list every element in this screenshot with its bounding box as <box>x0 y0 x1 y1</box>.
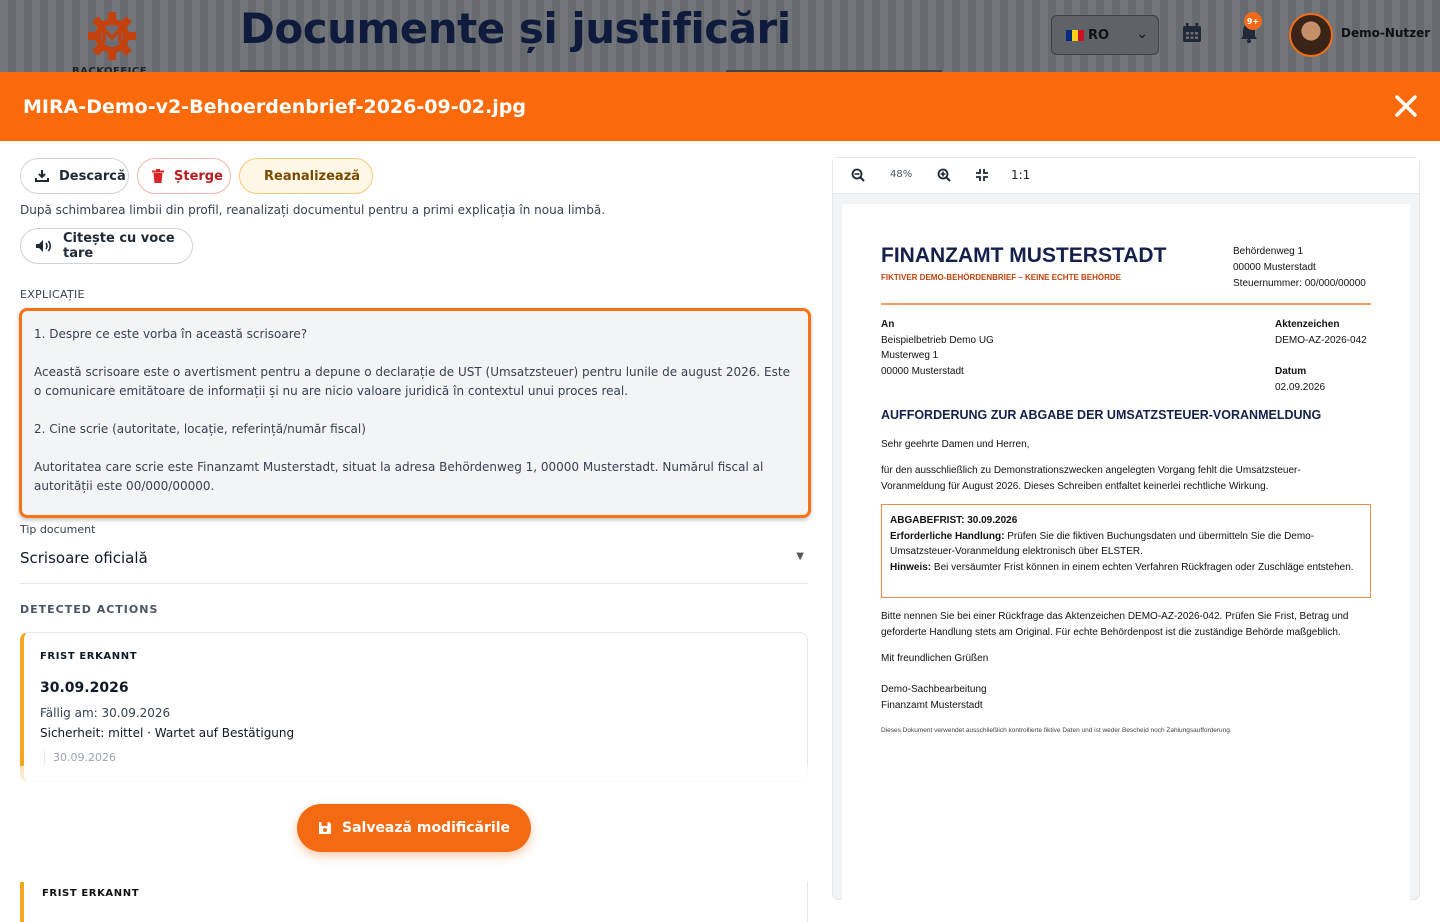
zoom-level: 48% <box>890 169 913 180</box>
action-label: Erforderliche Handlung: <box>890 530 1005 542</box>
recipient-label: An <box>881 319 895 330</box>
address-line: 00000 Musterstadt <box>1233 262 1316 273</box>
doc-deadline-box <box>881 504 1371 598</box>
chevron-down-icon: ⌄ <box>1136 26 1148 42</box>
explanation-label: EXPLICAȚIE <box>20 288 85 301</box>
note-text: Bei versäumter Frist können in einem echten Verfahren Rückfragen oder Zuschläge entstehen. <box>931 561 1354 573</box>
save-label: Salvează modificările <box>341 820 510 836</box>
calendar-icon[interactable] <box>1181 22 1203 44</box>
signature-line: Demo-Sachbearbeitung <box>881 684 987 695</box>
doc-body: für den ausschließlich zu Demonstrationszwecken angelegten Vorgang fehlt die Umsatzsteuer-Voranmeldung für August 2026. Dieses Schreiben entfaltet keinerlei rechtliche Wirkung. <box>881 465 1301 492</box>
explanation-paragraph: 1. Despre ce este vorba în această scrisoare? <box>34 327 308 341</box>
note-label: Hinweis: <box>890 561 932 573</box>
doc-subtitle: FIKTIVER DEMO-BEHÖRDENBRIEF – KEINE ECHTE BEHÖRDE <box>881 273 1122 282</box>
explanation-paragraph: 2. Cine scrie (autoritate, locație, referință/număr fiscal) <box>34 422 366 436</box>
document-image <box>842 204 1410 901</box>
address-line: Steuernummer: 00/000/00000 <box>1233 278 1366 289</box>
explanation-paragraph: Această scrisoare este o avertisment pentru a depune o declarație de UST (Umsatzsteuer) pentru lunile de august 2026. Este o comunicare emitătoare de informații și nu are nicio valoare juridică în contextul unui proces real. <box>34 365 790 398</box>
doc-footer: Dieses Dokument verwendet ausschließlich kontrollierte fiktive Daten und ist weder Bescheid noch Zahlungsaufforderung. <box>881 727 1232 734</box>
doc-type-select[interactable] <box>20 549 808 584</box>
action-due-date: Fällig am: 30.09.2026 <box>40 706 171 720</box>
username[interactable]: Demo-Nutzer <box>1341 26 1431 40</box>
zoom-in-icon[interactable] <box>937 168 951 182</box>
date-label: Datum <box>1275 366 1307 377</box>
deadline-text: ABGABEFRIST: 30.09.2026 <box>890 515 1018 526</box>
document-viewer <box>832 157 1420 900</box>
gear-logo-icon[interactable] <box>86 10 138 62</box>
delete-button[interactable] <box>137 158 231 194</box>
action-card <box>20 882 808 922</box>
doc-reference <box>1275 317 1367 348</box>
zoom-out-icon[interactable] <box>851 168 865 182</box>
doc-sender-address <box>1233 244 1366 292</box>
doc-body: Bitte nennen Sie bei einer Rückfrage das Aktenzeichen DEMO-AZ-2026-042. Prüfen Sie Frist, Betrag und geforderte Handlung stets am Original. Für echte Behördenpost ist die zuständige Behörde maßgeblich. <box>881 611 1349 638</box>
reanalyze-button[interactable] <box>239 158 373 194</box>
close-icon[interactable] <box>1392 92 1420 120</box>
language-value: RO <box>1088 27 1110 43</box>
doc-heading: AUFFORDERUNG ZUR ABGABE DER UMSATZSTEUER-VORANMELDUNG <box>881 408 1322 422</box>
doc-signature <box>881 682 987 713</box>
reference-value: DEMO-AZ-2026-042 <box>1275 334 1367 346</box>
action-text: Prüfen Sie die fiktiven Buchungsdaten und übermitteln Sie die Demo-Umsatzsteuer-Voranmeldung elektronisch über ELSTER. <box>890 530 1315 558</box>
action-date-input[interactable]: 30.09.2026 <box>44 751 164 764</box>
explanation-textarea[interactable] <box>19 308 811 518</box>
modal-title: MIRA-Demo-v2-Behoerdenbrief-2026-09-02.jpg <box>23 95 526 118</box>
trash-icon <box>152 169 164 183</box>
date-value: 02.09.2026 <box>1275 381 1326 393</box>
recipient-line: Beispielbetrieb Demo UG <box>881 334 994 346</box>
doc-date <box>1275 364 1325 395</box>
read-aloud-button[interactable] <box>20 228 193 264</box>
detected-actions-label: DETECTED ACTIONS <box>20 603 159 616</box>
delete-label: Șterge <box>174 168 223 184</box>
action-type: FRIST ERKANNT <box>42 888 140 899</box>
doc-divider <box>881 303 1371 305</box>
action-date: 30.09.2026 <box>40 680 129 696</box>
viewer-toolbar <box>833 158 1419 194</box>
document-modal <box>0 72 1440 912</box>
speaker-icon <box>35 239 53 253</box>
action-type: FRIST ERKANNT <box>40 651 138 662</box>
reference-label: Aktenzeichen <box>1275 319 1340 330</box>
language-hint: După schimbarea limbii din profil, reanalizați documentul pentru a primi explicația în noua limbă. <box>20 203 606 217</box>
caret-down-icon: ▼ <box>796 551 804 562</box>
modal-header <box>0 72 1440 141</box>
notification-badge: 9+ <box>1244 12 1262 30</box>
romania-flag-icon <box>1066 30 1084 41</box>
page-title: Documente și justificări <box>240 4 791 53</box>
download-button[interactable] <box>20 158 129 194</box>
language-select[interactable] <box>1051 15 1159 55</box>
download-icon <box>35 169 49 183</box>
signature-line: Finanzamt Musterstadt <box>881 699 983 711</box>
doc-closing: Mit freundlichen Grüßen <box>881 653 989 664</box>
save-changes-button[interactable] <box>297 804 531 852</box>
download-label: Descarcă <box>59 168 126 184</box>
floppy-disk-icon <box>318 821 332 835</box>
doc-salutation: Sehr geehrte Damen und Herren, <box>881 439 1030 450</box>
read-aloud-label: Citește cu voce tare <box>63 231 175 261</box>
doc-type-value: Scrisoare oficială <box>20 549 148 567</box>
action-card <box>20 632 808 782</box>
recipient-line: Musterweg 1 <box>881 350 939 362</box>
address-line: Behördenweg 1 <box>1233 246 1304 257</box>
recipient-line: 00000 Musterstadt <box>881 365 964 377</box>
avatar[interactable] <box>1289 13 1333 57</box>
fit-screen-icon[interactable] <box>975 168 989 182</box>
doc-recipient <box>881 317 994 379</box>
doc-type-label: Tip document <box>20 523 96 536</box>
doc-authority: FINANZAMT MUSTERSTADT <box>881 244 1167 267</box>
explanation-paragraph: Autoritatea care scrie este Finanzamt Musterstadt, situat la adresa Behördenweg 1, 00000 Musterstadt. Numărul fiscal al autorității este 00/000/00000. <box>34 460 764 493</box>
actual-size-button[interactable]: 1:1 <box>1011 168 1031 182</box>
action-confidence: Sicherheit: mittel · Wartet auf Bestätigung <box>40 726 295 740</box>
reanalyze-label: Reanalizează <box>264 168 361 184</box>
